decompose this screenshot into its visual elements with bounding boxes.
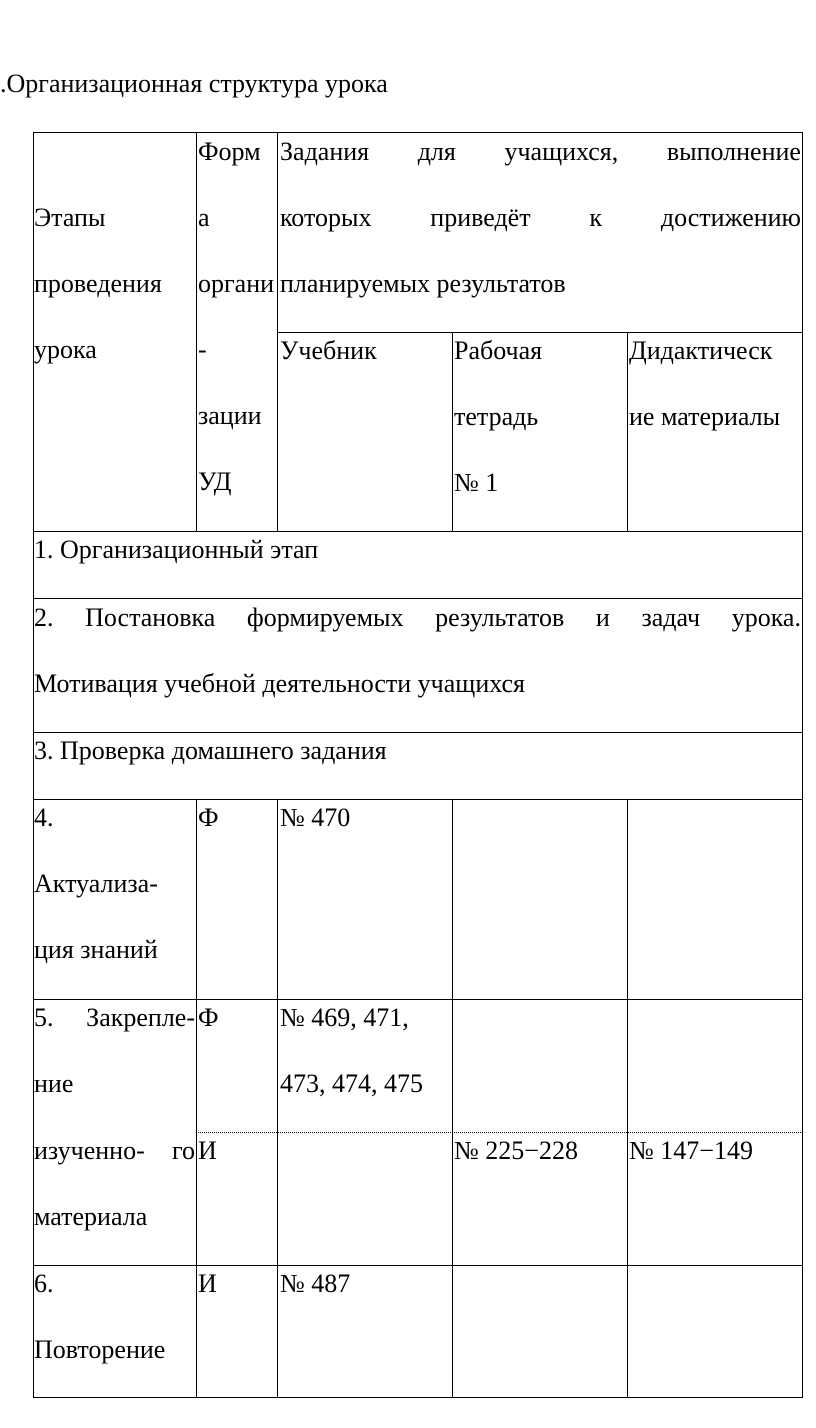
header-textbook: Учебник	[280, 336, 377, 365]
header-form-line: органи	[198, 269, 275, 298]
row-5b-form: И	[198, 1136, 217, 1165]
word: и	[595, 603, 610, 632]
word: задач	[641, 603, 701, 632]
header-tasks-line	[280, 119, 801, 185]
section-1-label: 1. Организационный этап	[34, 535, 319, 564]
row-5a-form: Ф	[198, 1003, 219, 1032]
word: результатов	[435, 603, 565, 632]
word: го	[171, 1136, 195, 1165]
section-2-line: Мотивация учебной деятельности учащихся	[34, 669, 525, 698]
row-6-stage-line: 6.	[34, 1269, 54, 1298]
row-6-stage-line: Повторение	[34, 1335, 166, 1364]
word: приведёт	[430, 203, 531, 232]
header-form-line: УД	[198, 467, 232, 496]
header-stages-line: урока	[34, 335, 97, 364]
table-col-divider	[277, 799, 278, 1398]
page-title: .Организационная структура урока	[0, 69, 388, 98]
header-form-line: Форм	[198, 137, 261, 166]
word: для	[417, 137, 456, 166]
row-6-textbook: № 487	[280, 1269, 351, 1298]
header-workbook-line: Рабочая	[454, 336, 543, 365]
header-stages-cell	[34, 185, 162, 383]
table-col-divider	[627, 799, 628, 1398]
word: Задания	[280, 137, 370, 166]
table-col-divider	[196, 799, 197, 1398]
row-5a-textbook-line: № 469, 471,	[280, 1003, 409, 1032]
row-4-stage-line: 4.	[34, 803, 54, 832]
header-stages-line: проведения	[34, 269, 162, 298]
row-6-stage-cell	[34, 1251, 165, 1383]
row-4-form: Ф	[198, 803, 219, 832]
word: формируемых	[246, 603, 404, 632]
header-workbook-line: № 1	[454, 468, 499, 497]
word: достижению	[660, 203, 801, 232]
word: урока.	[731, 603, 801, 632]
table-border-bottom	[33, 1397, 803, 1398]
row-4-textbook: № 470	[280, 803, 351, 832]
row-5a-textbook-cell	[280, 985, 423, 1117]
header-form-cell	[198, 119, 274, 515]
row-5b-didactic: № 147−149	[629, 1136, 753, 1165]
table-col-divider	[627, 332, 628, 532]
header-workbook-line: тетрадь	[454, 402, 539, 431]
table-col-divider	[196, 132, 197, 532]
word: 2.	[34, 603, 54, 632]
word: к	[589, 203, 603, 232]
word: учащихся,	[504, 137, 619, 166]
row-5-stage-line: ние	[34, 1069, 74, 1098]
header-didactic-cell	[629, 318, 780, 450]
header-form-line: -	[198, 335, 207, 364]
table-border-right	[802, 132, 803, 1398]
row-6-form: И	[198, 1269, 217, 1298]
row-5a-textbook-line: 473, 474, 475	[280, 1069, 423, 1098]
header-form-line: а	[198, 203, 210, 232]
header-tasks-line: планируемых результатов	[280, 269, 566, 298]
word: которых	[280, 203, 372, 232]
table-col-divider	[277, 132, 278, 532]
word: Постановка	[85, 603, 216, 632]
word: 5.	[34, 1003, 54, 1032]
header-form-line: зации	[198, 401, 262, 430]
section-3-label: 3. Проверка домашнего задания	[34, 736, 387, 765]
table-col-divider	[452, 799, 453, 1398]
row-4-stage-line: ция знаний	[34, 935, 158, 964]
header-didactic-line: ие материалы	[629, 402, 781, 431]
table-col-divider	[452, 332, 453, 532]
word: выполнение	[666, 137, 801, 166]
header-didactic-line: Дидактическ	[629, 336, 773, 365]
header-workbook-cell	[454, 318, 542, 516]
row-5b-workbook: № 225−228	[454, 1136, 578, 1165]
word: изученно-	[34, 1136, 145, 1165]
header-stages-line: Этапы	[34, 203, 106, 232]
section-2-line	[34, 585, 801, 651]
row-5-stage-line: материала	[34, 1202, 148, 1231]
word: Закрепле-	[86, 1003, 195, 1032]
row-5-stage-line	[34, 1118, 195, 1184]
row-4-stage-line: Актуализа-	[34, 869, 158, 898]
header-tasks-line	[280, 185, 801, 251]
row-4-stage-cell	[34, 785, 158, 983]
row-5-stage-line	[34, 985, 195, 1051]
